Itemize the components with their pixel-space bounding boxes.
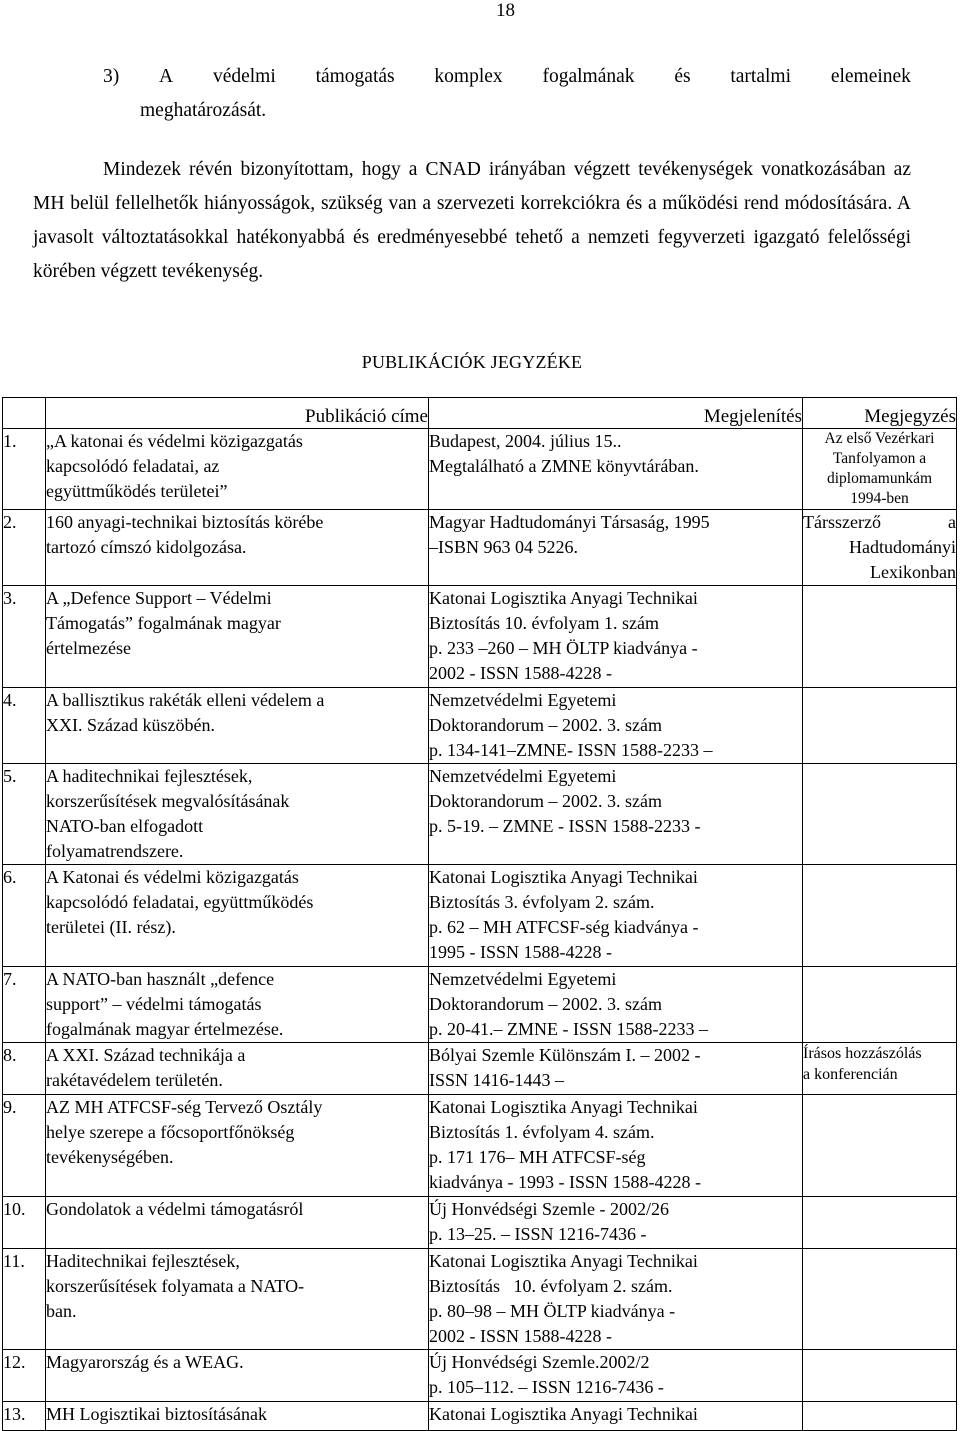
note-line: Társszerző a	[803, 512, 956, 532]
item3-word: elemeinek	[830, 66, 911, 87]
pub-line: kiadványa - 1993 - ISSN 1588-4228 -	[429, 1172, 701, 1192]
row-publication	[429, 1249, 803, 1350]
note-line: Tanfolyamon a	[832, 450, 927, 467]
table-row	[3, 764, 957, 865]
title-line: helye szerepe a főcsoportfőnökség	[46, 1122, 295, 1142]
title-line: korszerűsítések folyamata a NATO-	[46, 1276, 305, 1296]
row-number: 13.	[3, 1402, 46, 1431]
pub-line: p. 134-141–ZMNE- ISSN 1588-2233 –	[429, 740, 713, 760]
row-note	[803, 1249, 957, 1350]
pub-line: Budapest, 2004. július 15..	[429, 431, 622, 451]
row-publication	[429, 688, 803, 764]
pub-line: Katonai Logisztika Anyagi Technikai	[429, 588, 698, 608]
pub-line: Katonai Logisztika Anyagi Technikai	[429, 1097, 698, 1117]
pub-line: p. 62 – MH ATFCSF-ség kiadványa -	[429, 917, 699, 937]
pub-line: Új Honvédségi Szemle.2002/2	[429, 1352, 650, 1372]
pub-line: p. 105–112. – ISSN 1216-7436 -	[429, 1377, 664, 1397]
row-publication	[429, 865, 803, 967]
note-line: Hadtudományi	[849, 537, 956, 557]
pub-line: Nemzetvédelmi Egyetemi	[429, 969, 617, 989]
row-note	[803, 1197, 957, 1249]
row-title	[46, 688, 429, 764]
row-number: 10.	[3, 1197, 46, 1249]
pub-line: Doktorandorum – 2002. 3. szám	[429, 994, 662, 1014]
table-row	[3, 1350, 957, 1402]
title-line: MH Logisztikai biztosításának	[46, 1404, 267, 1424]
pub-line: p. 233 –260 – MH ÖLTP kiadványa -	[429, 638, 698, 658]
title-line: együttműködés területei”	[46, 481, 228, 501]
row-title	[46, 764, 429, 865]
table-row	[3, 1402, 957, 1431]
pub-line: 2002 - ISSN 1588-4228 -	[429, 1326, 612, 1346]
note-line: Írásos hozzászólás	[803, 1045, 922, 1062]
table-row	[3, 967, 957, 1043]
pub-line: p. 80–98 – MH ÖLTP kiadványa -	[429, 1301, 676, 1321]
title-line: 160 anyagi-technikai biztosítás körébe	[46, 512, 324, 532]
row-publication	[429, 510, 803, 586]
pub-line: Biztosítás 10. évfolyam 2. szám.	[429, 1276, 673, 1296]
title-line: Haditechnikai fejlesztések,	[46, 1251, 240, 1271]
title-line: XXI. Század küszöbén.	[46, 715, 215, 735]
note-line: 1994-ben	[850, 490, 909, 507]
table-row	[3, 1249, 957, 1350]
row-note	[803, 1095, 957, 1197]
header-title: Publikáció címe	[46, 398, 429, 429]
row-title	[46, 510, 429, 586]
title-line: A ballisztikus rakéták elleni védelem a	[46, 690, 325, 710]
note-line: Lexikonban	[870, 562, 956, 582]
title-line: kapcsolódó feladatai, együttműködés	[46, 892, 314, 912]
pub-line: Biztosítás 10. évfolyam 1. szám	[429, 613, 659, 633]
title-line: A Katonai és védelmi közigazgatás	[46, 867, 299, 887]
title-line: A haditechnikai fejlesztések,	[46, 766, 253, 786]
row-note	[803, 429, 957, 510]
pub-line: p. 5-19. – ZMNE - ISSN 1588-2233 -	[429, 816, 701, 836]
table-row	[3, 1095, 957, 1197]
table-row	[3, 1043, 957, 1095]
table-row	[3, 510, 957, 586]
title-line: tartozó címszó kidolgozása.	[46, 537, 247, 557]
item3-word: tartalmi	[730, 66, 792, 87]
item3-word: és	[674, 66, 691, 87]
item3-word: védelmi	[212, 66, 276, 87]
pub-line: p. 13–25. – ISSN 1216-7436 -	[429, 1224, 647, 1244]
row-number: 9.	[3, 1095, 46, 1197]
pub-line: Katonai Logisztika Anyagi Technikai	[429, 1404, 698, 1424]
title-line: A XXI. Század technikája a	[46, 1045, 246, 1065]
pub-line: Biztosítás 1. évfolyam 4. szám.	[429, 1122, 655, 1142]
title-line: A „Defence Support – Védelmi	[46, 588, 272, 608]
title-line: Támogatás” fogalmának magyar	[46, 613, 281, 633]
item3-word: komplex	[434, 66, 503, 87]
row-note	[803, 1350, 957, 1402]
row-number: 2.	[3, 510, 46, 586]
title-line: területei (II. rész).	[46, 917, 176, 937]
table-row	[3, 586, 957, 688]
row-number: 1.	[3, 429, 46, 510]
intro-item-3-line2: meghatározását.	[140, 100, 267, 121]
pub-line: Katonai Logisztika Anyagi Technikai	[429, 1251, 698, 1271]
header-publication: Megjelenítés	[429, 398, 803, 429]
row-publication	[429, 967, 803, 1043]
row-number: 6.	[3, 865, 46, 967]
table-row	[3, 1197, 957, 1249]
row-publication	[429, 429, 803, 510]
row-title	[46, 1402, 429, 1431]
title-line: NATO-ban elfogadott	[46, 816, 204, 836]
intro-item-3-line1	[33, 60, 911, 94]
row-note	[803, 967, 957, 1043]
row-title	[46, 1249, 429, 1350]
pub-line: Biztosítás 3. évfolyam 2. szám.	[429, 892, 655, 912]
row-number: 3.	[3, 586, 46, 688]
title-line: Magyarország és a WEAG.	[46, 1352, 244, 1372]
intro-item-3	[33, 60, 911, 128]
header-note: Megjegyzés	[803, 398, 957, 429]
row-number: 4.	[3, 688, 46, 764]
title-line: ban.	[46, 1301, 77, 1321]
item3-number: 3)	[103, 66, 120, 87]
pub-line: 2002 - ISSN 1588-4228 -	[429, 663, 612, 683]
row-note	[803, 1402, 957, 1431]
title-line: rakétavédelem területén.	[46, 1070, 223, 1090]
title-line: folyamatrendszere.	[46, 841, 184, 861]
pub-line: Nemzetvédelmi Egyetemi	[429, 766, 617, 786]
row-number: 5.	[3, 764, 46, 865]
row-publication	[429, 1350, 803, 1402]
row-title	[46, 1350, 429, 1402]
table-row	[3, 429, 957, 510]
row-publication	[429, 1402, 803, 1431]
pub-line: Megtalálható a ZMNE könyvtárában.	[429, 456, 699, 476]
row-note	[803, 1043, 957, 1095]
title-line: Gondolatok a védelmi támogatásról	[46, 1199, 304, 1219]
pub-line: Doktorandorum – 2002. 3. szám	[429, 791, 662, 811]
title-line: kapcsolódó feladatai, az	[46, 456, 220, 476]
pub-line: 1995 - ISSN 1588-4228 -	[429, 942, 612, 962]
pub-line: Magyar Hadtudományi Társaság, 1995	[429, 512, 710, 532]
row-note	[803, 688, 957, 764]
item3-word: támogatás	[315, 66, 395, 87]
title-line: értelmezése	[46, 638, 131, 658]
publications-table-body	[3, 429, 957, 1431]
pub-line: Új Honvédségi Szemle - 2002/26	[429, 1199, 669, 1219]
pub-line: Bólyai Szemle Különszám I. – 2002 -	[429, 1045, 701, 1065]
row-number: 7.	[3, 967, 46, 1043]
row-note	[803, 586, 957, 688]
header-number	[3, 398, 46, 429]
row-number: 8.	[3, 1043, 46, 1095]
row-publication	[429, 764, 803, 865]
pub-line: Katonai Logisztika Anyagi Technikai	[429, 867, 698, 887]
row-number: 11.	[3, 1249, 46, 1350]
row-title	[46, 1095, 429, 1197]
item3-word: A	[159, 66, 174, 87]
title-line: fogalmának magyar értelmezése.	[46, 1019, 284, 1039]
row-title	[46, 429, 429, 510]
table-row	[3, 688, 957, 764]
row-note	[803, 510, 957, 586]
pub-line: p. 171 176– MH ATFCSF-ség	[429, 1147, 646, 1167]
table-row	[3, 865, 957, 967]
note-line: diplomamunkám	[826, 470, 933, 487]
row-publication	[429, 1197, 803, 1249]
table-header-row	[3, 398, 957, 429]
row-title	[46, 1197, 429, 1249]
title-line: tevékenységében.	[46, 1147, 174, 1167]
intro-paragraph	[33, 153, 911, 289]
publications-table	[2, 397, 957, 1431]
pub-line: p. 20-41.– ZMNE - ISSN 1588-2233 –	[429, 1019, 708, 1039]
row-publication	[429, 1095, 803, 1197]
title-line: korszerűsítések megvalósításának	[46, 791, 290, 811]
paragraph-text: Mindezek révén bizonyítottam, hogy a CNAD irányában végzett tevékenységek vonatkozásában az MH belül fellelhetők hiányosságok, szükség van a szervezeti korrekciókra és a működési rend módosítására. A javasolt változtatásokkal hatékonyabbá és eredményesebbé tehető a nemzeti fegyverzeti igazgató felelősségi körében végzett tevékenység.	[33, 159, 911, 282]
pub-line: Doktorandorum – 2002. 3. szám	[429, 715, 662, 735]
row-note	[803, 764, 957, 865]
section-title: PUBLIKÁCIÓK JEGYZÉKE	[361, 352, 583, 372]
item3-word: fogalmának	[542, 66, 635, 87]
title-line: A NATO-ban használt „defence	[46, 969, 275, 989]
row-publication	[429, 1043, 803, 1095]
title-line: AZ MH ATFCSF-ség Tervező Osztály	[46, 1097, 323, 1117]
note-line: Az első Vezérkari	[824, 430, 935, 447]
pub-line: Nemzetvédelmi Egyetemi	[429, 690, 617, 710]
pub-line: ISSN 1416-1443 –	[429, 1070, 565, 1090]
title-line: support” – védelmi támogatás	[46, 994, 262, 1014]
row-title	[46, 586, 429, 688]
row-number: 12.	[3, 1350, 46, 1402]
row-publication	[429, 586, 803, 688]
row-title	[46, 1043, 429, 1095]
note-line: a konferencián	[803, 1066, 898, 1083]
page-number: 18	[496, 0, 515, 21]
row-title	[46, 967, 429, 1043]
row-note	[803, 865, 957, 967]
title-line: „A katonai és védelmi közigazgatás	[46, 431, 303, 451]
pub-line: –ISBN 963 04 5226.	[429, 537, 579, 557]
row-title	[46, 865, 429, 967]
